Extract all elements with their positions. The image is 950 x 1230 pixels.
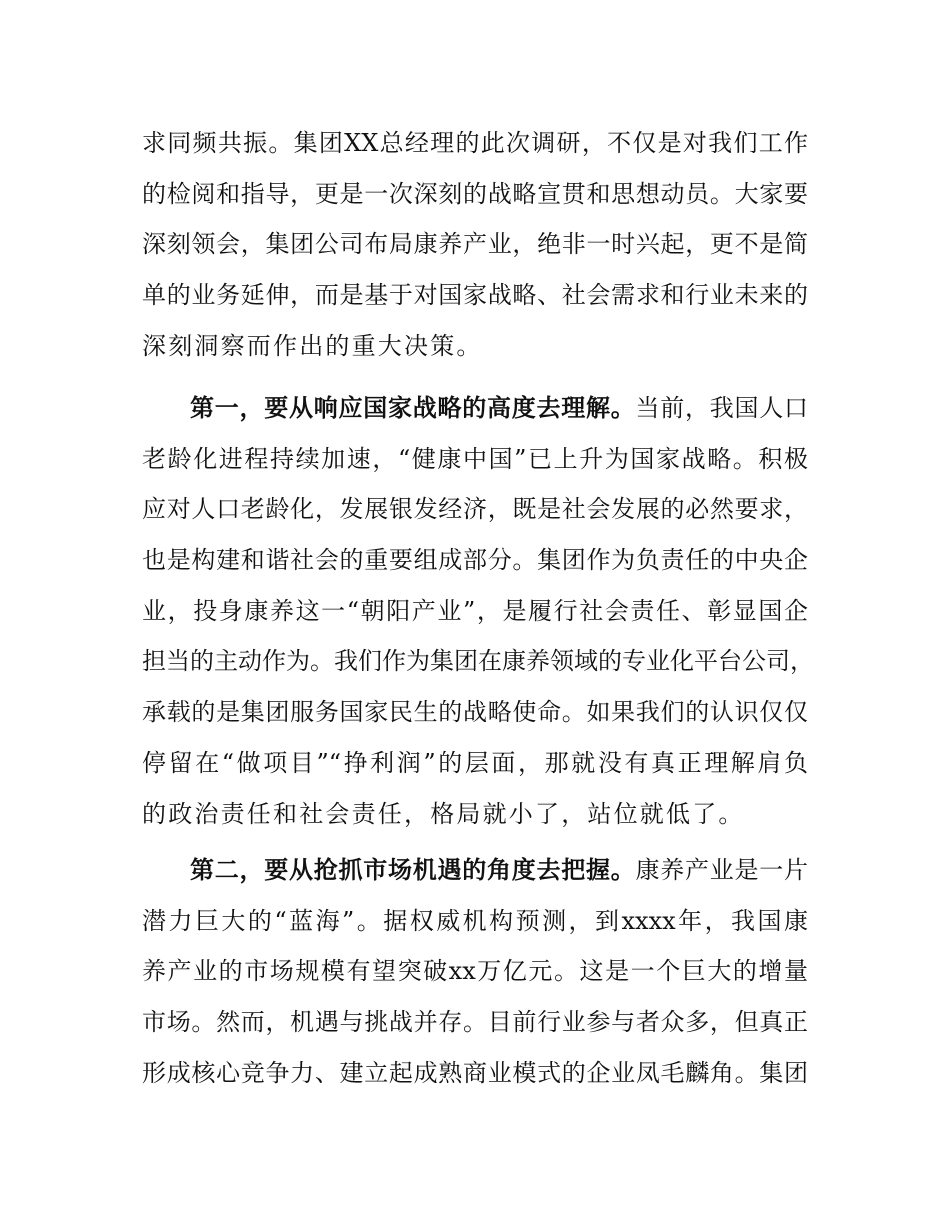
text-line [142,845,808,896]
text-line: 深刻领会，集团公司布局康养产业，绝非一时兴起，更不是简 [142,230,808,259]
paragraph-market-opportunity [142,845,808,1098]
paragraph-heading: 第一，要从响应国家战略的高度去理解。 [190,394,636,422]
text-line: 应对人口老龄化，发展银发经济，既是社会发展的必然要求， [142,495,808,524]
text-line: 潜力巨大的“蓝海”。据权威机构预测，到xxxx年，我国康 [142,906,808,935]
text-line: 养产业的市场规模有望突破xx万亿元。这是一个巨大的增量 [142,957,808,986]
paragraph-heading: 第二，要从抢抓市场机遇的角度去把握。 [190,856,636,884]
text-span: 当前，我国人口 [635,394,808,422]
text-line: 也是构建和谐社会的重要组成部分。集团作为负责任的中央企 [142,546,808,575]
text-line: 老龄化进程持续加速，“健康中国”已上升为国家战略。积极 [142,444,808,473]
text-line: 停留在“做项目”“挣利润”的层面，那就没有真正理解肩负 [142,748,808,777]
text-span: 康养产业是一片 [635,856,808,884]
text-line: 业，投身康养这一“朝阳产业”，是履行社会责任、彰显国企 [142,596,808,625]
text-line: 的政治责任和社会责任，格局就小了，站位就低了。 [142,799,745,828]
text-line: 市场。然而，机遇与挑战并存。目前行业参与者众多，但真正 [142,1008,808,1037]
text-line: 的检阅和指导，更是一次深刻的战略宣贯和思想动员。大家要 [142,179,808,208]
text-line: 单的业务延伸，而是基于对国家战略、社会需求和行业未来的 [142,281,808,310]
text-line: 求同频共振。集团XX总经理的此次调研，不仅是对我们工作 [142,129,808,157]
text-line: 形成核心竞争力、建立起成熟商业模式的企业凤毛麟角。集团 [142,1058,808,1087]
paragraph-national-strategy [142,383,814,839]
text-line: 担当的主动作为。我们作为集团在康养领域的专业化平台公司， [142,647,814,676]
text-line: 深刻洞察而作出的重大决策。 [142,331,483,360]
text-line [142,383,808,434]
text-line: 承载的是集团服务国家民生的战略使命。如果我们的认识仅仅 [142,698,808,727]
paragraph-intro [142,118,808,371]
